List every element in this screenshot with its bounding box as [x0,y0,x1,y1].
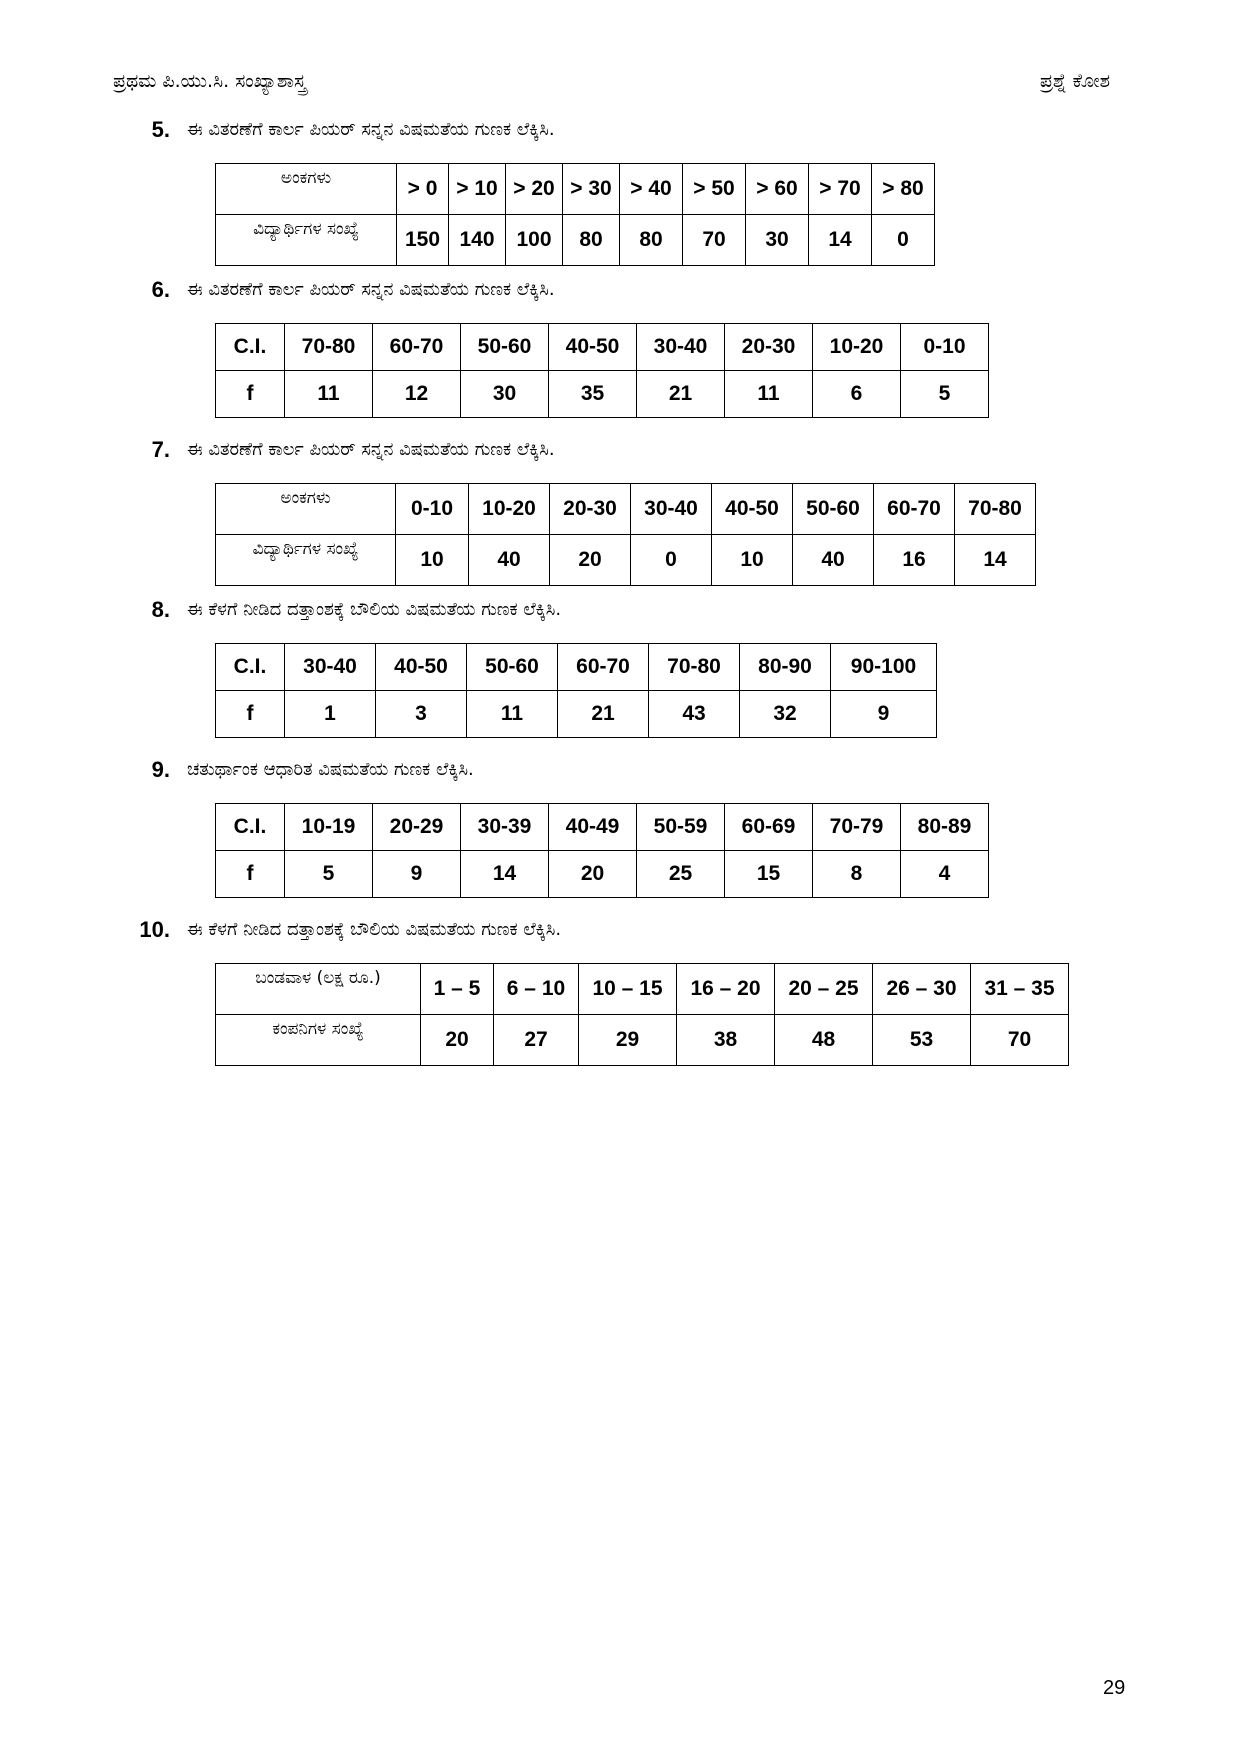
table-cell: 40-50 [712,484,793,535]
table-header-row [216,324,989,371]
question-text: ಈ ಕೆಳಗೆ ನೀಡಿದ ದತ್ತಾಂಶಕ್ಕೆ ಬೌಲಿಯ ವಿಷಮತೆಯ ಗುಣಕ ಲೆಕ್ಕಿಸಿ. [187,919,562,940]
table-cell: 30 [746,215,809,266]
table-cell: 20-30 [550,484,631,535]
page-number: 29 [1103,1677,1126,1699]
table-cell: 140 [449,215,506,266]
table-cell: 80-89 [901,804,989,851]
table-cell: 14 [461,851,549,898]
table-cell: 6 [813,371,901,418]
question-number: 9. [151,757,170,782]
table-cell: 70-79 [813,804,901,851]
table-cell: 0 [631,535,712,586]
table-cell: 11 [725,371,813,418]
table-cell: 1 – 5 [421,964,494,1015]
table-cell: 32 [740,691,831,738]
table-cell: 60-69 [725,804,813,851]
table-cell: 5 [901,371,989,418]
table-cell: 38 [677,1015,775,1066]
table-cell: 9 [373,851,461,898]
table-cell: > 20 [506,164,563,215]
table-cell: > 0 [397,164,449,215]
table-cell: 10-20 [813,324,901,371]
table-cell: > 40 [620,164,683,215]
question-number: 8. [151,597,170,622]
frequency-table [215,963,1069,1066]
row-label: ಅಂಕಗಳು [216,164,397,215]
table-cell: 30-40 [285,644,376,691]
question-number: 10. [139,917,170,942]
frequency-table [215,803,989,898]
row-label: ಕಂಪನಿಗಳ ಸಂಖ್ಯೆ [216,1015,421,1066]
table-cell: > 10 [449,164,506,215]
table-cell: > 50 [683,164,746,215]
table-row [216,215,935,266]
table-cell: 10 – 15 [579,964,677,1015]
table-cell: 15 [725,851,813,898]
table-cell: 60-70 [373,324,461,371]
table-cell: 0 [872,215,935,266]
table-cell: 70-80 [285,324,373,371]
table-cell: 20 [549,851,637,898]
frequency-table [215,323,989,418]
table-cell: 4 [901,851,989,898]
table-cell: 0-10 [396,484,469,535]
table-cell: 40-50 [549,324,637,371]
row-label: f [216,851,285,898]
table-cell: 12 [373,371,461,418]
frequency-table [215,483,1036,586]
table-cell: 30 [461,371,549,418]
table-row [216,1015,1069,1066]
table-cell: 50-59 [637,804,725,851]
row-label: ಅಂಕಗಳು [216,484,396,535]
table-cell: 10-20 [469,484,550,535]
table-cell: 100 [506,215,563,266]
row-label: C.I. [216,324,285,371]
row-label: C.I. [216,804,285,851]
table-cell: 150 [397,215,449,266]
table-cell: 6 – 10 [494,964,579,1015]
table-cell: 1 [285,691,376,738]
row-label: ವಿದ್ಯಾರ್ಥಿಗಳ ಸಂಖ್ಯೆ [216,535,396,586]
row-label: ವಿದ್ಯಾರ್ಥಿಗಳ ಸಂಖ್ಯೆ [216,215,397,266]
row-label: C.I. [216,644,285,691]
table-cell: 30-39 [461,804,549,851]
table-header-row [216,804,989,851]
table-cell: 35 [549,371,637,418]
table-cell: 60-70 [874,484,955,535]
table-cell: 3 [376,691,467,738]
table-row [216,371,989,418]
table-cell: 26 – 30 [873,964,971,1015]
running-header-left: ಪ್ರಥಮ ಪಿ.ಯು.ಸಿ. ಸಂಖ್ಯಾಶಾಸ್ತ್ರ [113,70,307,92]
table-cell: 20 – 25 [775,964,873,1015]
table-cell: 20-30 [725,324,813,371]
row-label: f [216,371,285,418]
table-cell: 40 [469,535,550,586]
table-cell: 29 [579,1015,677,1066]
table-cell: 14 [955,535,1036,586]
frequency-table [215,643,937,738]
table-cell: 5 [285,851,373,898]
table-cell: 70-80 [955,484,1036,535]
question-number: 6. [151,277,170,302]
table-cell: 53 [873,1015,971,1066]
table-cell: > 80 [872,164,935,215]
table-cell: 20 [550,535,631,586]
table-row [216,535,1036,586]
table-cell: 90-100 [831,644,937,691]
table-cell: 8 [813,851,901,898]
table-cell: 27 [494,1015,579,1066]
table-cell: 30-40 [637,324,725,371]
table-cell: 40 [793,535,874,586]
table-cell: 40-49 [549,804,637,851]
table-row [216,691,937,738]
table-cell: 70-80 [649,644,740,691]
table-cell: 60-70 [558,644,649,691]
table-cell: 9 [831,691,937,738]
question-text: ಈ ವಿತರಣೆಗೆ ಕಾರ್ಲ ಪಿಯರ್ ಸನ್ನನ ವಿಷಮತೆಯ ಗುಣಕ ಲೆಕ್ಕಿಸಿ. [187,279,555,300]
table-cell: 20-29 [373,804,461,851]
table-cell: 10 [396,535,469,586]
table-cell: 40-50 [376,644,467,691]
question-text: ಈ ವಿತರಣೆಗೆ ಕಾರ್ಲ ಪಿಯರ್ ಸನ್ನನ ವಿಷಮತೆಯ ಗುಣಕ ಲೆಕ್ಕಿಸಿ. [187,439,555,460]
table-cell: 0-10 [901,324,989,371]
table-row [216,851,989,898]
row-label: ಬಂಡವಾಳ (ಲಕ್ಷ ರೂ.) [216,964,421,1015]
row-label: f [216,691,285,738]
table-cell: 21 [637,371,725,418]
table-cell: 10-19 [285,804,373,851]
table-header-row [216,164,935,215]
table-cell: > 60 [746,164,809,215]
question-text: ಈ ವಿತರಣೆಗೆ ಕಾರ್ಲ ಪಿಯರ್ ಸನ್ನನ ವಿಷಮತೆಯ ಗುಣಕ ಲೆಕ್ಕಿಸಿ. [187,119,555,140]
question-text: ಚತುರ್ಥಾಂಕ ಆಧಾರಿತ ವಿಷಮತೆಯ ಗುಣಕ ಲೆಕ್ಕಿಸಿ. [187,759,474,780]
table-cell: 70 [971,1015,1069,1066]
table-cell: 50-60 [793,484,874,535]
table-cell: 14 [809,215,872,266]
table-cell: > 30 [563,164,620,215]
table-cell: 11 [285,371,373,418]
table-cell: 30-40 [631,484,712,535]
table-cell: > 70 [809,164,872,215]
table-cell: 80 [620,215,683,266]
table-header-row [216,644,937,691]
table-cell: 21 [558,691,649,738]
table-cell: 80 [563,215,620,266]
table-cell: 48 [775,1015,873,1066]
table-cell: 50-60 [461,324,549,371]
table-cell: 16 – 20 [677,964,775,1015]
table-cell: 16 [874,535,955,586]
table-header-row [216,964,1069,1015]
table-header-row [216,484,1036,535]
table-cell: 43 [649,691,740,738]
frequency-table [215,163,935,266]
question-number: 5. [151,117,170,142]
table-cell: 80-90 [740,644,831,691]
table-cell: 25 [637,851,725,898]
running-header-right: ಪ್ರಶ್ನೆ ಕೋಶ [1039,70,1110,92]
table-cell: 11 [467,691,558,738]
question-number: 7. [151,437,170,462]
question-text: ಈ ಕೆಳಗೆ ನೀಡಿದ ದತ್ತಾಂಶಕ್ಕೆ ಬೌಲಿಯ ವಿಷಮತೆಯ ಗುಣಕ ಲೆಕ್ಕಿಸಿ. [187,599,562,620]
table-cell: 10 [712,535,793,586]
table-cell: 20 [421,1015,494,1066]
table-cell: 31 – 35 [971,964,1069,1015]
table-cell: 70 [683,215,746,266]
table-cell: 50-60 [467,644,558,691]
